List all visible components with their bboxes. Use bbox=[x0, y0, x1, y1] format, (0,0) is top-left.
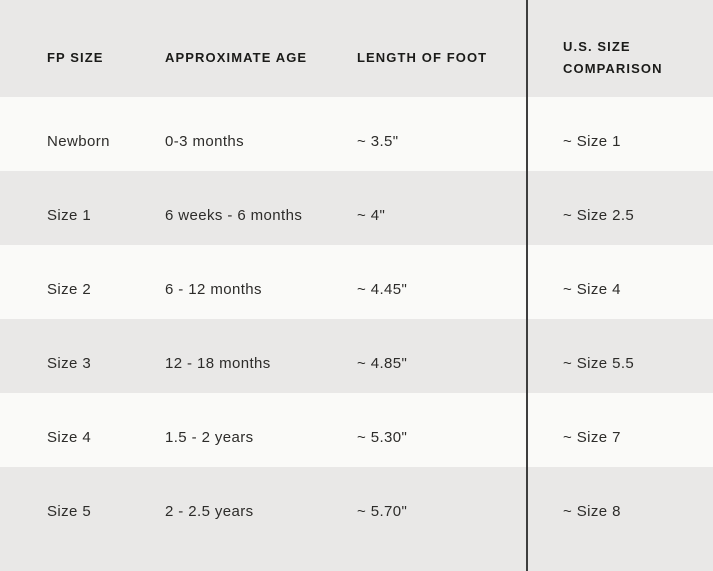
cell-age: 12 - 18 months bbox=[165, 354, 271, 372]
table-row-size-1 bbox=[0, 171, 713, 245]
cell-age: 0-3 months bbox=[165, 132, 245, 150]
table-header-row bbox=[0, 0, 713, 97]
cell-age: 6 - 12 months bbox=[165, 280, 262, 298]
cell-us-size: ~ Size 8 bbox=[563, 502, 621, 520]
cell-foot-length: ~ 3.5" bbox=[357, 132, 399, 150]
cell-foot-length: ~ 5.30" bbox=[357, 428, 408, 446]
column-divider-line bbox=[526, 0, 528, 571]
cell-fp-size: Size 3 bbox=[47, 354, 92, 372]
cell-foot-length: ~ 5.70" bbox=[357, 502, 408, 520]
header-fp-size: FP SIZE bbox=[47, 49, 104, 65]
cell-age: 6 weeks - 6 months bbox=[165, 206, 303, 224]
cell-foot-length: ~ 4.45" bbox=[357, 280, 408, 298]
cell-age: 2 - 2.5 years bbox=[165, 502, 254, 520]
table-row-newborn bbox=[0, 97, 713, 171]
cell-fp-size: Size 4 bbox=[47, 428, 92, 446]
header-approximate-age: APPROXIMATE AGE bbox=[165, 49, 308, 65]
cell-fp-size: Size 1 bbox=[47, 206, 92, 224]
cell-fp-size: Size 2 bbox=[47, 280, 92, 298]
table-row-size-3 bbox=[0, 319, 713, 393]
header-length-of-foot: LENGTH OF FOOT bbox=[357, 49, 488, 65]
cell-us-size: ~ Size 2.5 bbox=[563, 206, 635, 224]
cell-fp-size: Newborn bbox=[47, 132, 110, 150]
header-us-size-comparison: U.S. SIZE COMPARISON bbox=[563, 38, 663, 76]
cell-us-size: ~ Size 1 bbox=[563, 132, 621, 150]
cell-foot-length: ~ 4.85" bbox=[357, 354, 408, 372]
table-row-size-5 bbox=[0, 467, 713, 541]
cell-age: 1.5 - 2 years bbox=[165, 428, 254, 446]
cell-us-size: ~ Size 4 bbox=[563, 280, 621, 298]
table-row-size-4 bbox=[0, 393, 713, 467]
table-row-size-2 bbox=[0, 245, 713, 319]
cell-fp-size: Size 5 bbox=[47, 502, 92, 520]
cell-foot-length: ~ 4" bbox=[357, 206, 386, 224]
cell-us-size: ~ Size 7 bbox=[563, 428, 621, 446]
cell-us-size: ~ Size 5.5 bbox=[563, 354, 635, 372]
